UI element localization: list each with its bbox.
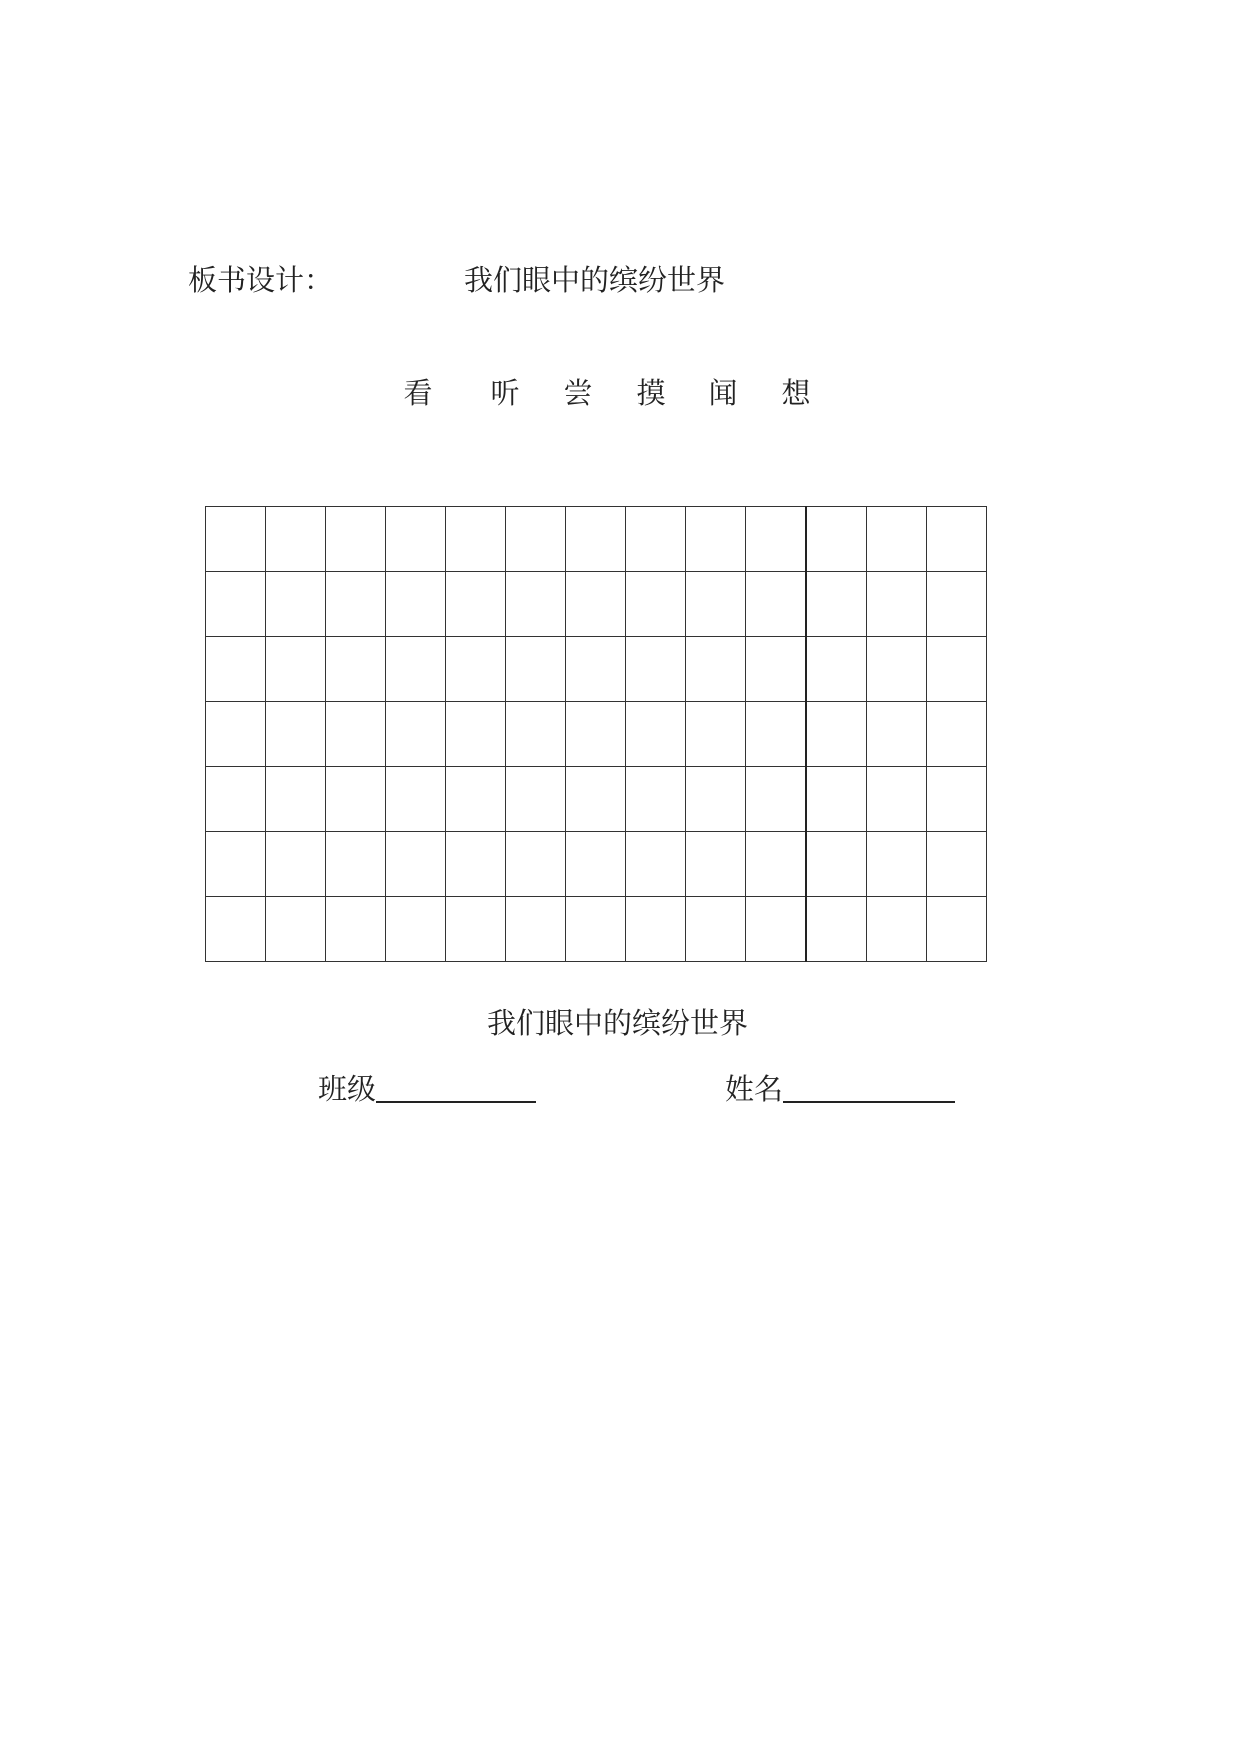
- grid-cell[interactable]: [446, 702, 506, 767]
- name-label: 姓名: [725, 1072, 784, 1106]
- grid-cell[interactable]: [506, 832, 566, 897]
- grid-cell[interactable]: [867, 637, 927, 702]
- grid-cell[interactable]: [927, 637, 987, 702]
- grid-cell[interactable]: [386, 767, 446, 832]
- grid-cell[interactable]: [266, 832, 326, 897]
- grid-cell[interactable]: [386, 702, 446, 767]
- grid-cell[interactable]: [806, 897, 867, 962]
- sense-see: 看: [403, 376, 433, 410]
- grid-cell[interactable]: [446, 572, 506, 637]
- name-blank[interactable]: [783, 1071, 955, 1103]
- grid-cell[interactable]: [506, 572, 566, 637]
- grid-cell[interactable]: [386, 507, 446, 572]
- grid-cell[interactable]: [806, 572, 867, 637]
- grid-cell[interactable]: [326, 832, 386, 897]
- name-field: [725, 1071, 955, 1111]
- grid-cell[interactable]: [686, 507, 746, 572]
- lesson-title: 我们眼中的缤纷世界: [464, 263, 726, 297]
- grid-cell[interactable]: [206, 767, 266, 832]
- grid-cell[interactable]: [266, 767, 326, 832]
- grid-cell[interactable]: [446, 832, 506, 897]
- grid-cell[interactable]: [206, 702, 266, 767]
- grid-row: [206, 897, 987, 962]
- board-design-label: 板书设计：: [188, 263, 334, 297]
- grid-row: [206, 702, 987, 767]
- grid-cell[interactable]: [806, 637, 867, 702]
- grid-cell[interactable]: [566, 832, 626, 897]
- class-blank[interactable]: [376, 1071, 536, 1103]
- grid-cell[interactable]: [927, 897, 987, 962]
- grid-cell[interactable]: [386, 637, 446, 702]
- class-field: [318, 1071, 536, 1111]
- grid-cell[interactable]: [686, 897, 746, 962]
- grid-cell[interactable]: [867, 702, 927, 767]
- grid-cell[interactable]: [326, 767, 386, 832]
- grid-cell[interactable]: [266, 507, 326, 572]
- grid-cell[interactable]: [746, 637, 807, 702]
- grid-cell[interactable]: [266, 637, 326, 702]
- grid-cell[interactable]: [206, 832, 266, 897]
- grid-cell[interactable]: [446, 897, 506, 962]
- grid-cell[interactable]: [326, 572, 386, 637]
- grid-cell[interactable]: [626, 897, 686, 962]
- grid-cell[interactable]: [566, 897, 626, 962]
- grid-cell[interactable]: [927, 702, 987, 767]
- grid-cell[interactable]: [806, 507, 867, 572]
- sense-smell: 闻: [708, 376, 738, 410]
- grid-cell[interactable]: [686, 637, 746, 702]
- grid-cell[interactable]: [626, 637, 686, 702]
- grid-cell[interactable]: [626, 572, 686, 637]
- grid-cell[interactable]: [867, 897, 927, 962]
- grid-cell[interactable]: [927, 832, 987, 897]
- grid-cell[interactable]: [566, 572, 626, 637]
- grid-cell[interactable]: [386, 832, 446, 897]
- grid-cell[interactable]: [746, 507, 807, 572]
- grid-cell[interactable]: [206, 637, 266, 702]
- sense-think: 想: [781, 376, 811, 410]
- grid-cell[interactable]: [326, 507, 386, 572]
- grid-cell[interactable]: [266, 702, 326, 767]
- worksheet-title: 我们眼中的缤纷世界: [487, 1006, 749, 1040]
- grid-row: [206, 507, 987, 572]
- grid-cell[interactable]: [506, 637, 566, 702]
- grid-cell[interactable]: [206, 897, 266, 962]
- grid-cell[interactable]: [626, 507, 686, 572]
- grid-cell[interactable]: [266, 572, 326, 637]
- grid-cell[interactable]: [746, 897, 807, 962]
- grid-cell[interactable]: [386, 572, 446, 637]
- grid-row: [206, 832, 987, 897]
- grid-cell[interactable]: [927, 572, 987, 637]
- grid-cell[interactable]: [566, 507, 626, 572]
- grid-cell[interactable]: [506, 702, 566, 767]
- grid-cell[interactable]: [746, 572, 807, 637]
- grid-cell[interactable]: [806, 832, 867, 897]
- grid-cell[interactable]: [566, 702, 626, 767]
- grid-cell[interactable]: [446, 507, 506, 572]
- grid-cell[interactable]: [686, 832, 746, 897]
- grid-cell[interactable]: [206, 507, 266, 572]
- grid-cell[interactable]: [686, 572, 746, 637]
- class-label: 班级: [318, 1072, 377, 1106]
- grid-row: [206, 637, 987, 702]
- grid-row: [206, 767, 987, 832]
- grid-cell[interactable]: [806, 767, 867, 832]
- grid-cell[interactable]: [746, 832, 807, 897]
- grid-cell[interactable]: [206, 572, 266, 637]
- grid-cell[interactable]: [867, 572, 927, 637]
- grid-cell[interactable]: [446, 637, 506, 702]
- grid-cell[interactable]: [566, 637, 626, 702]
- grid-cell[interactable]: [446, 767, 506, 832]
- senses-row: [0, 375, 1241, 411]
- grid-cell[interactable]: [506, 507, 566, 572]
- sense-touch: 摸: [636, 376, 666, 410]
- grid-cell[interactable]: [326, 702, 386, 767]
- grid-cell[interactable]: [686, 702, 746, 767]
- grid-cell[interactable]: [927, 767, 987, 832]
- grid-cell[interactable]: [566, 767, 626, 832]
- grid-cell[interactable]: [806, 702, 867, 767]
- grid-cell[interactable]: [867, 832, 927, 897]
- writing-grid: [205, 506, 987, 962]
- grid-cell[interactable]: [867, 767, 927, 832]
- grid-cell[interactable]: [927, 507, 987, 572]
- grid-cell[interactable]: [626, 767, 686, 832]
- grid-cell[interactable]: [386, 897, 446, 962]
- sense-hear: 听: [490, 376, 520, 410]
- grid-cell[interactable]: [867, 507, 927, 572]
- grid-cell[interactable]: [746, 702, 807, 767]
- sense-taste: 尝: [563, 376, 593, 410]
- grid-row: [206, 572, 987, 637]
- grid-cell[interactable]: [326, 637, 386, 702]
- grid-cell[interactable]: [626, 832, 686, 897]
- grid-cell[interactable]: [326, 897, 386, 962]
- grid-cell[interactable]: [746, 767, 807, 832]
- grid-cell[interactable]: [686, 767, 746, 832]
- grid-cell[interactable]: [266, 897, 326, 962]
- grid-cell[interactable]: [506, 897, 566, 962]
- grid-cell[interactable]: [506, 767, 566, 832]
- grid-cell[interactable]: [626, 702, 686, 767]
